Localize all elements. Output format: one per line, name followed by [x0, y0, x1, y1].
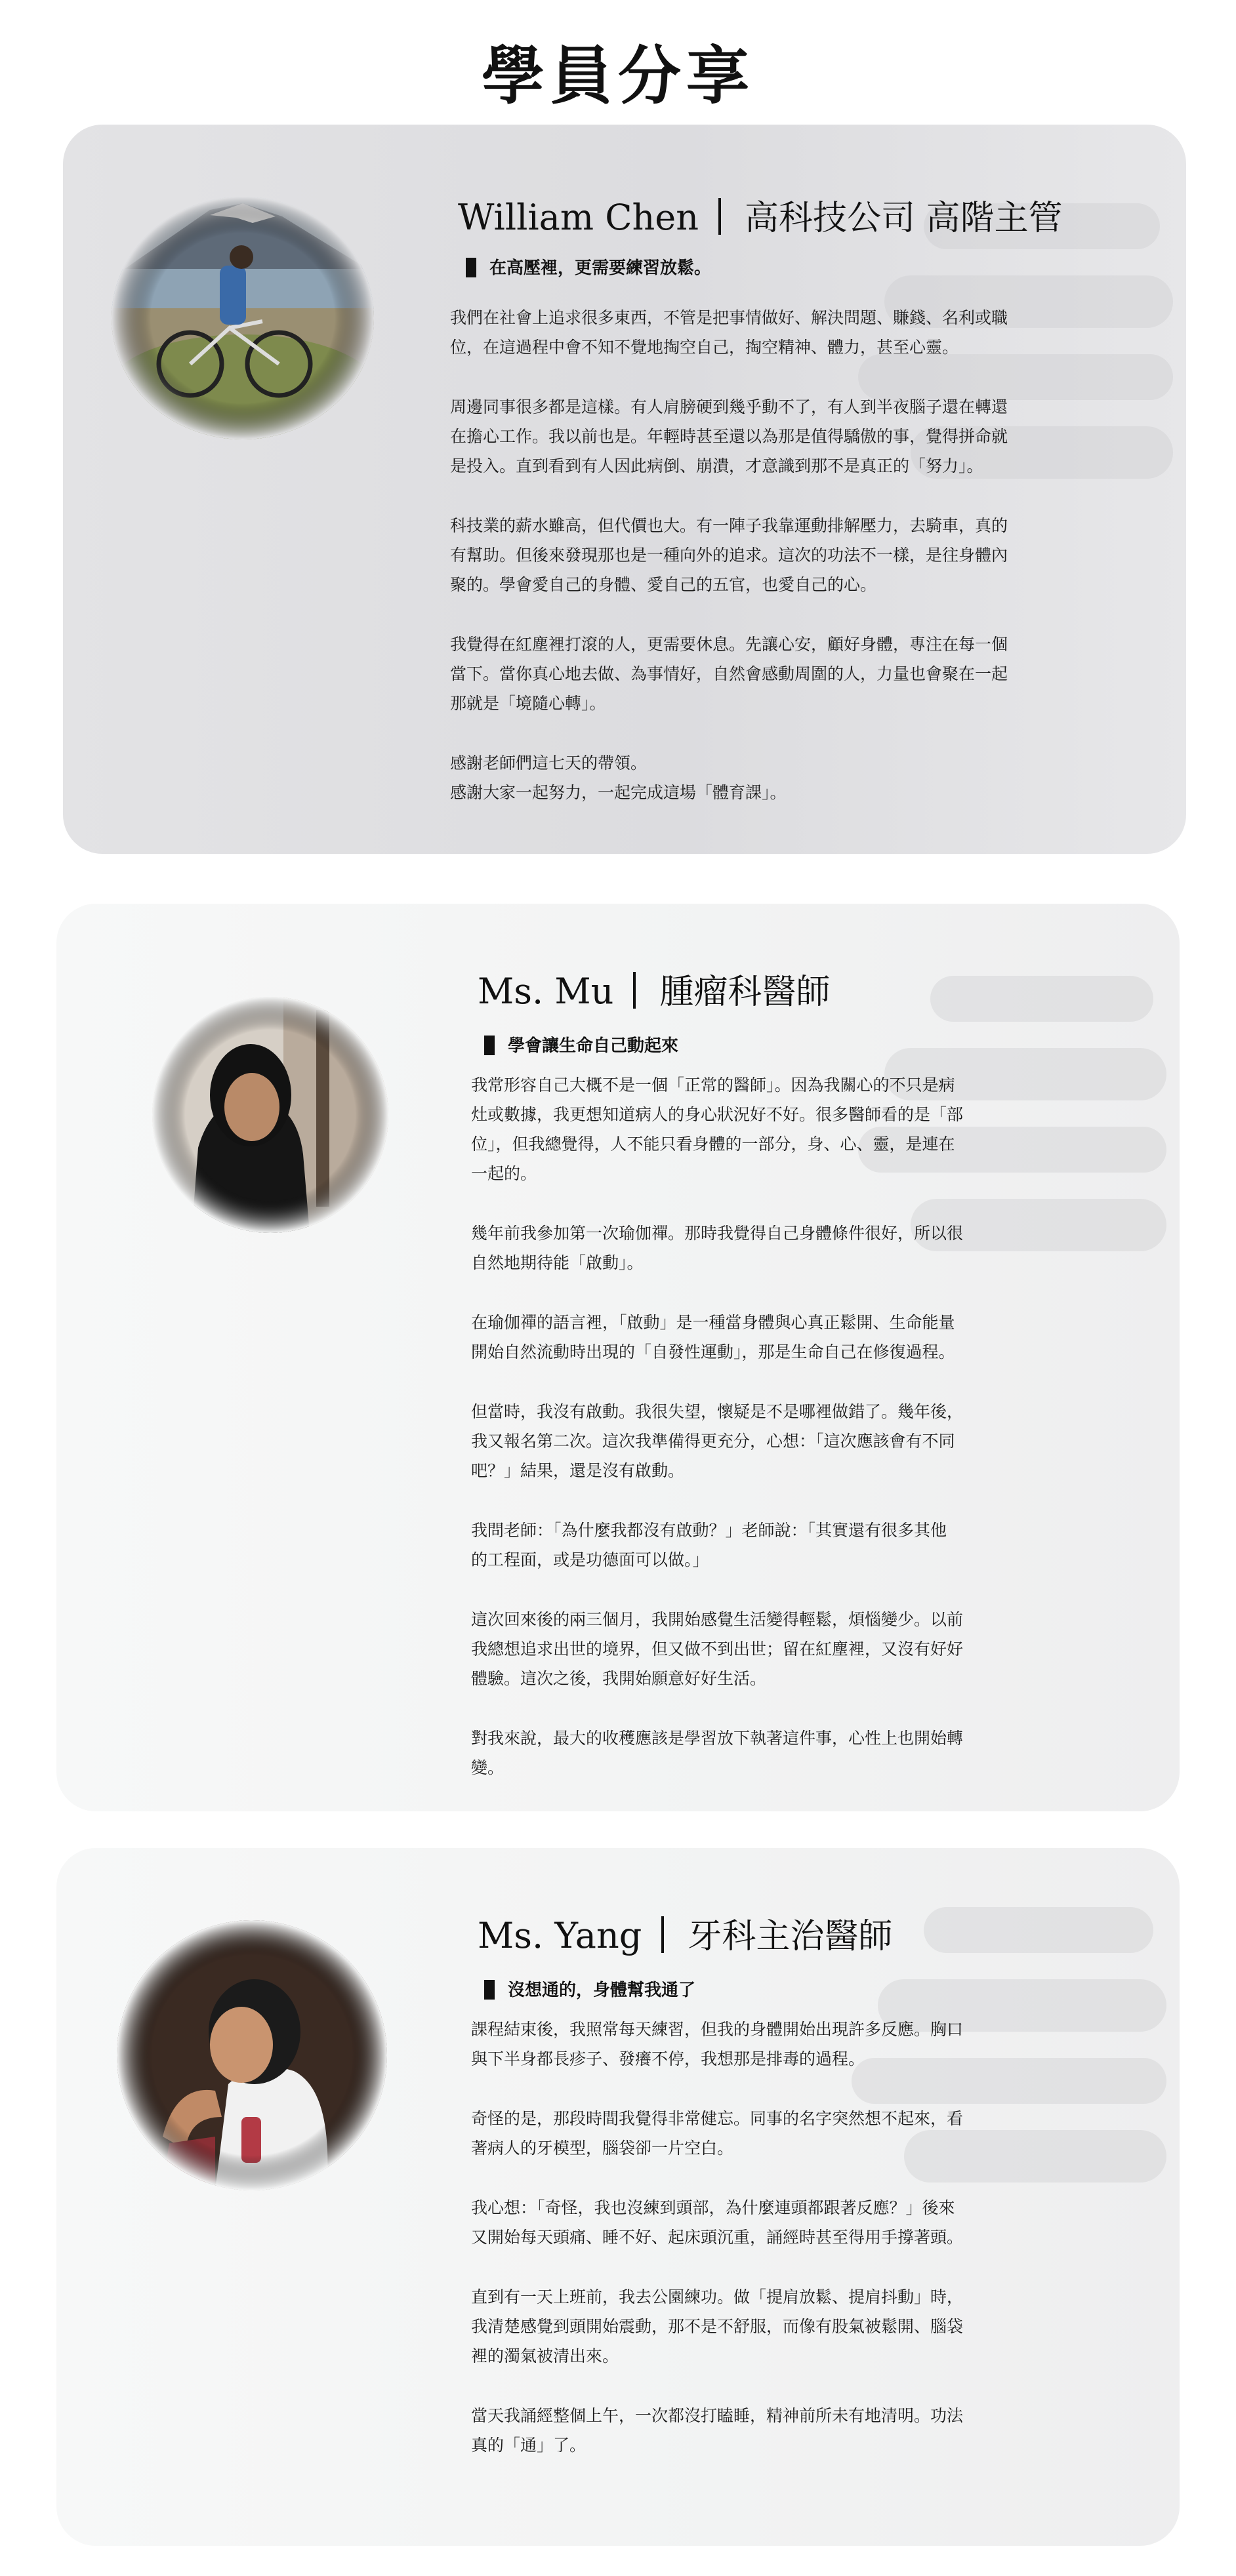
- name-divider: [718, 198, 721, 235]
- paragraph: 在瑜伽禪的語言裡，「啟動」是一種當身體與心真正鬆開、生命能量 開始自然流動時出現的「自發性運動」，那是生命自己在修復過程。: [471, 1313, 955, 1361]
- testimonial-subtitle-ms-yang: [484, 1977, 695, 2001]
- person-role: 高科技公司 高階主管: [745, 199, 1063, 238]
- woman-portrait-photo-icon: [152, 997, 388, 1233]
- paragraph: 我覺得在紅塵裡打滾的人，更需要休息。先讓心安，顧好身體，專注在每一個 當下。當你真心地去做、為事情好，自然會感動周圍的人，力量也會聚在一起 那就是「境隨心轉」。: [450, 635, 1008, 713]
- page-title: 學員分享: [482, 39, 754, 113]
- paragraph: 我問老師：「為什麼我都沒有啟動？」老師說：「其實還有很多其他 的工程面，或是功德面可以做。」: [471, 1521, 947, 1569]
- person-role: 牙科主治醫師: [688, 1917, 893, 1956]
- avatar-ms-yang: [117, 1920, 387, 2190]
- paragraph: 這次回來後的兩三個月，我開始感覺生活變得輕鬆，煩惱變少。以前 我總想追求出世的境界，但又做不到出世；留在紅塵裡，又沒有好好 體驗。這次之後，我開始願意好好生活。: [471, 1610, 964, 1688]
- paragraph: 科技業的薪水雖高，但代價也大。有一陣子我靠運動排解壓力，去騎車，真的 有幫助。但後來發現那也是一種向外的追求。這次的功法不一樣，是往身體內 聚的。學會愛自己的身體、愛自己的五官，也愛自己的心。: [450, 516, 1008, 594]
- testimonial-subtitle-ms-mu: [484, 1032, 678, 1057]
- name-divider: [661, 1916, 664, 1953]
- testimonial-header-ms-mu: [478, 964, 830, 1013]
- person-name: Ms. Yang: [478, 1915, 642, 1956]
- bullet-bar-icon: [466, 258, 476, 277]
- testimonial-body-ms-mu: [471, 1070, 1101, 1782]
- testimonial-subtitle-william-chen: [466, 254, 711, 279]
- subtitle-text: 學會讓生命自己動起來: [508, 1036, 679, 1056]
- paragraph: 奇怪的是，那段時間我覺得非常健忘。同事的名字突然想不起來，看 著病人的牙模型，腦袋卻一片空白。: [471, 2109, 964, 2158]
- testimonial-body-william-chen: [450, 303, 1106, 807]
- paragraph: 周邊同事很多都是這樣。有人肩膀硬到幾乎動不了，有人到半夜腦子還在轉還 在擔心工作。我以前也是。年輕時甚至還以為那是值得驕傲的事，覺得拼命就 是投入。直到看到有人因此病倒、崩潰，才意識到那不是真正的「努力」。: [450, 397, 1008, 475]
- testimonial-header-ms-yang: [478, 1908, 892, 1958]
- bullet-bar-icon: [484, 1980, 495, 2000]
- paragraph: 幾年前我參加第一次瑜伽禪。那時我覺得自己身體條件很好，所以很 自然地期待能「啟動」。: [471, 1224, 964, 1272]
- avatar-ms-mu: [152, 997, 388, 1233]
- paragraph: 課程結束後，我照常每天練習，但我的身體開始出現許多反應。胸口 與下半身都長疹子、發癢不停，我想那是排毒的過程。: [471, 2020, 964, 2068]
- testimonial-body-ms-yang: [471, 2015, 1101, 2460]
- subtitle-text: 沒想通的，身體幫我通了: [508, 1981, 696, 2000]
- name-divider: [633, 972, 636, 1009]
- paragraph: 我心想：「奇怪，我也沒練到頭部，為什麼連頭都跟著反應？」後來 又開始每天頭痛、睡不好、起床頭沉重，誦經時甚至得用手撐著頭。: [471, 2198, 964, 2247]
- paragraph: 當天我誦經整個上午，一次都沒打瞌睡，精神前所未有地清明。功法 真的「通」了。: [471, 2406, 964, 2455]
- paragraph: 我們在社會上追求很多東西，不管是把事情做好、解決問題、賺錢、名利或職 位，在這過程中會不知不覺地掏空自己，掏空精神、體力，甚至心靈。: [450, 308, 1008, 357]
- paragraph: 感謝老師們這七天的帶領。 感謝大家一起努力，一起完成這場「體育課」。: [450, 754, 787, 802]
- subtitle-text: 在高壓裡，更需要練習放鬆。: [489, 258, 712, 278]
- testimonial-header-william-chen: [458, 190, 1063, 239]
- cyclist-photo-icon: [112, 197, 374, 439]
- bullet-bar-icon: [484, 1036, 495, 1055]
- paragraph: 我常形容自己大概不是一個「正常的醫師」。因為我關心的不只是病 灶或數據，我更想知道病人的身心狀況好不好。很多醫師看的是「部 位」，但我總覺得，人不能只看身體的一部分，身、心、靈，是連在 一起的。: [471, 1076, 964, 1183]
- person-name: William Chen: [458, 197, 699, 238]
- paragraph: 對我來說，最大的收穫應該是學習放下執著這件事，心性上也開始轉 變。: [471, 1729, 964, 1777]
- paragraph: 直到有一天上班前，我去公園練功。做「提肩放鬆、提肩抖動」時， 我清楚感覺到頭開始震動，那不是不舒服，而像有股氣被鬆開、腦袋 裡的濁氣被清出來。: [471, 2287, 964, 2365]
- person-role: 腫瘤科醫師: [659, 973, 831, 1012]
- paragraph: 但當時，我沒有啟動。我很失望，懷疑是不是哪裡做錯了。幾年後， 我又報名第二次。這次我準備得更充分，心想：「這次應該會有不同 吧？」結果，還是沒有啟動。: [471, 1402, 964, 1480]
- person-name: Ms. Mu: [478, 971, 614, 1012]
- woman-stretching-photo-icon: [117, 1920, 387, 2190]
- avatar-william-chen: [112, 197, 374, 439]
